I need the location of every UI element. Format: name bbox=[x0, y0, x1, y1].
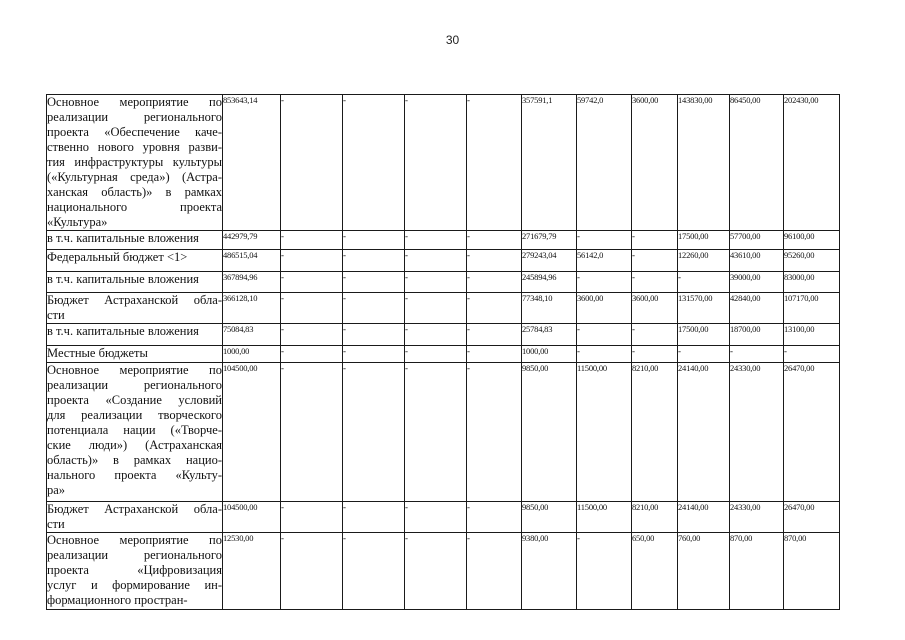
value-cell: - bbox=[632, 231, 678, 250]
value-cell: 279243,04 bbox=[522, 250, 577, 272]
table-row bbox=[47, 324, 840, 346]
table-row bbox=[47, 346, 840, 363]
value-cell: 760,00 bbox=[678, 533, 730, 610]
description-line: область)» в рамках нацио- bbox=[47, 453, 222, 467]
value-cell: 24140,00 bbox=[678, 502, 730, 533]
value-cell: 17500,00 bbox=[678, 324, 730, 346]
description-line: Основное мероприятие по bbox=[47, 363, 222, 377]
value-cell: - bbox=[467, 363, 522, 502]
value-cell: - bbox=[343, 502, 405, 533]
description-line: проекта «Цифровизация bbox=[47, 563, 222, 577]
value-cell: - bbox=[343, 346, 405, 363]
value-cell: - bbox=[405, 346, 467, 363]
table-row bbox=[47, 95, 840, 231]
value-cell: - bbox=[405, 533, 467, 610]
value-cell: 367894,96 bbox=[223, 272, 281, 293]
value-cell: - bbox=[678, 346, 730, 363]
value-cell: - bbox=[577, 231, 632, 250]
value-cell: 39000,00 bbox=[730, 272, 784, 293]
value-cell: - bbox=[281, 272, 343, 293]
value-cell: 9850,00 bbox=[522, 502, 577, 533]
value-cell: - bbox=[784, 346, 840, 363]
value-cell: - bbox=[577, 346, 632, 363]
row-description bbox=[47, 293, 223, 324]
value-cell: - bbox=[405, 95, 467, 231]
value-cell: - bbox=[467, 502, 522, 533]
description-line: Основное мероприятие по bbox=[47, 95, 222, 109]
row-description bbox=[47, 272, 223, 293]
value-cell: 75084,83 bbox=[223, 324, 281, 346]
description-line: реализации регионального bbox=[47, 110, 222, 124]
value-cell: 8210,00 bbox=[632, 502, 678, 533]
value-cell: - bbox=[281, 95, 343, 231]
row-description bbox=[47, 363, 223, 502]
description-line: Основное мероприятие по bbox=[47, 533, 222, 547]
description-line: реализации регионального bbox=[47, 548, 222, 562]
value-cell: - bbox=[405, 502, 467, 533]
table-row bbox=[47, 533, 840, 610]
value-cell: 3600,00 bbox=[632, 293, 678, 324]
description-line: ские люди») (Астраханская bbox=[47, 438, 222, 452]
description-line: проекта «Обеспечение каче- bbox=[47, 125, 222, 139]
value-cell: 8210,00 bbox=[632, 363, 678, 502]
description-line: в т.ч. капитальные вложения bbox=[47, 272, 199, 286]
value-cell: 9380,00 bbox=[522, 533, 577, 610]
value-cell: 24330,00 bbox=[730, 502, 784, 533]
value-cell: - bbox=[467, 293, 522, 324]
value-cell: - bbox=[281, 324, 343, 346]
value-cell: - bbox=[467, 346, 522, 363]
value-cell: - bbox=[467, 533, 522, 610]
value-cell: - bbox=[467, 95, 522, 231]
value-cell: 366128,10 bbox=[223, 293, 281, 324]
value-cell: - bbox=[343, 533, 405, 610]
table-row bbox=[47, 363, 840, 502]
table-row bbox=[47, 231, 840, 250]
description-line: Бюджет Астраханской обла- bbox=[47, 502, 222, 516]
value-cell: 870,00 bbox=[784, 533, 840, 610]
value-cell: 86450,00 bbox=[730, 95, 784, 231]
value-cell: - bbox=[577, 272, 632, 293]
value-cell: 104500,00 bbox=[223, 363, 281, 502]
description-line: Бюджет Астраханской обла- bbox=[47, 293, 222, 307]
value-cell: 83000,00 bbox=[784, 272, 840, 293]
budget-table bbox=[46, 94, 840, 610]
description-line: («Культурная среда») (Астра- bbox=[47, 170, 222, 184]
value-cell: - bbox=[343, 363, 405, 502]
description-line: в т.ч. капитальные вложения bbox=[47, 231, 199, 245]
table-row bbox=[47, 250, 840, 272]
value-cell: 24330,00 bbox=[730, 363, 784, 502]
value-cell: 271679,79 bbox=[522, 231, 577, 250]
value-cell: - bbox=[405, 250, 467, 272]
value-cell: - bbox=[281, 231, 343, 250]
value-cell: 202430,00 bbox=[784, 95, 840, 231]
description-line: Федеральный бюджет <1> bbox=[47, 250, 188, 264]
value-cell: 26470,00 bbox=[784, 363, 840, 502]
value-cell: 42840,00 bbox=[730, 293, 784, 324]
value-cell: - bbox=[467, 324, 522, 346]
value-cell: 13100,00 bbox=[784, 324, 840, 346]
value-cell: 357591,1 bbox=[522, 95, 577, 231]
value-cell: 3600,00 bbox=[632, 95, 678, 231]
value-cell: 245894,96 bbox=[522, 272, 577, 293]
value-cell: - bbox=[343, 250, 405, 272]
row-description bbox=[47, 346, 223, 363]
description-line: ра» bbox=[47, 483, 66, 497]
description-line: для реализации творческого bbox=[47, 408, 222, 422]
row-description bbox=[47, 95, 223, 231]
value-cell: 650,00 bbox=[632, 533, 678, 610]
description-line: потенциала нации («Творче- bbox=[47, 423, 222, 437]
description-line: ственно нового уровня разви- bbox=[47, 140, 222, 154]
value-cell: 1000,00 bbox=[223, 346, 281, 363]
value-cell: - bbox=[281, 533, 343, 610]
value-cell: - bbox=[343, 272, 405, 293]
value-cell: 18700,00 bbox=[730, 324, 784, 346]
value-cell: - bbox=[467, 231, 522, 250]
value-cell: 9850,00 bbox=[522, 363, 577, 502]
value-cell: - bbox=[281, 363, 343, 502]
value-cell: - bbox=[405, 324, 467, 346]
value-cell: 12530,00 bbox=[223, 533, 281, 610]
value-cell: 870,00 bbox=[730, 533, 784, 610]
value-cell: - bbox=[467, 272, 522, 293]
description-line: сти bbox=[47, 517, 65, 531]
description-line: ханская область)» в рамках bbox=[47, 185, 222, 199]
value-cell: 95260,00 bbox=[784, 250, 840, 272]
value-cell: 43610,00 bbox=[730, 250, 784, 272]
row-description bbox=[47, 533, 223, 610]
value-cell: 26470,00 bbox=[784, 502, 840, 533]
description-line: тия инфраструктуры культуры bbox=[47, 155, 222, 169]
value-cell: 131570,00 bbox=[678, 293, 730, 324]
value-cell: - bbox=[343, 324, 405, 346]
value-cell: - bbox=[678, 272, 730, 293]
value-cell: - bbox=[405, 231, 467, 250]
value-cell: 442979,79 bbox=[223, 231, 281, 250]
value-cell: - bbox=[343, 231, 405, 250]
value-cell: - bbox=[730, 346, 784, 363]
value-cell: - bbox=[405, 272, 467, 293]
table-row bbox=[47, 293, 840, 324]
table-row bbox=[47, 272, 840, 293]
value-cell: - bbox=[577, 533, 632, 610]
value-cell: 11500,00 bbox=[577, 502, 632, 533]
value-cell: 25784,83 bbox=[522, 324, 577, 346]
page-number: 30 bbox=[445, 33, 460, 47]
value-cell: - bbox=[405, 293, 467, 324]
value-cell: - bbox=[467, 250, 522, 272]
description-line: Местные бюджеты bbox=[47, 346, 148, 360]
value-cell: - bbox=[281, 293, 343, 324]
description-line: сти bbox=[47, 308, 65, 322]
value-cell: 24140,00 bbox=[678, 363, 730, 502]
value-cell: - bbox=[343, 293, 405, 324]
description-line: в т.ч. капитальные вложения bbox=[47, 324, 199, 338]
description-line: проекта «Создание условий bbox=[47, 393, 222, 407]
value-cell: 12260,00 bbox=[678, 250, 730, 272]
value-cell: - bbox=[577, 324, 632, 346]
value-cell: - bbox=[632, 324, 678, 346]
value-cell: 17500,00 bbox=[678, 231, 730, 250]
value-cell: 3600,00 bbox=[577, 293, 632, 324]
description-line: услуг и формирование ин- bbox=[47, 578, 222, 592]
description-line: «Культура» bbox=[47, 215, 108, 229]
value-cell: 107170,00 bbox=[784, 293, 840, 324]
description-line: формационного простран- bbox=[47, 593, 188, 607]
value-cell: - bbox=[343, 95, 405, 231]
description-line: национального проекта bbox=[47, 200, 222, 214]
value-cell: 96100,00 bbox=[784, 231, 840, 250]
value-cell: - bbox=[281, 346, 343, 363]
value-cell: - bbox=[632, 346, 678, 363]
row-description bbox=[47, 324, 223, 346]
table-row bbox=[47, 502, 840, 533]
row-description bbox=[47, 502, 223, 533]
value-cell: - bbox=[405, 363, 467, 502]
description-line: нального проекта «Культу- bbox=[47, 468, 222, 482]
value-cell: 11500,00 bbox=[577, 363, 632, 502]
row-description bbox=[47, 250, 223, 272]
value-cell: - bbox=[632, 272, 678, 293]
value-cell: 486515,04 bbox=[223, 250, 281, 272]
value-cell: 57700,00 bbox=[730, 231, 784, 250]
table-body bbox=[47, 95, 840, 610]
value-cell: 853643,14 bbox=[223, 95, 281, 231]
row-description bbox=[47, 231, 223, 250]
description-line: реализации регионального bbox=[47, 378, 222, 392]
value-cell: 104500,00 bbox=[223, 502, 281, 533]
value-cell: - bbox=[632, 250, 678, 272]
value-cell: - bbox=[281, 250, 343, 272]
value-cell: 1000,00 bbox=[522, 346, 577, 363]
value-cell: 56142,0 bbox=[577, 250, 632, 272]
value-cell: - bbox=[281, 502, 343, 533]
value-cell: 59742,0 bbox=[577, 95, 632, 231]
value-cell: 77348,10 bbox=[522, 293, 577, 324]
value-cell: 143830,00 bbox=[678, 95, 730, 231]
